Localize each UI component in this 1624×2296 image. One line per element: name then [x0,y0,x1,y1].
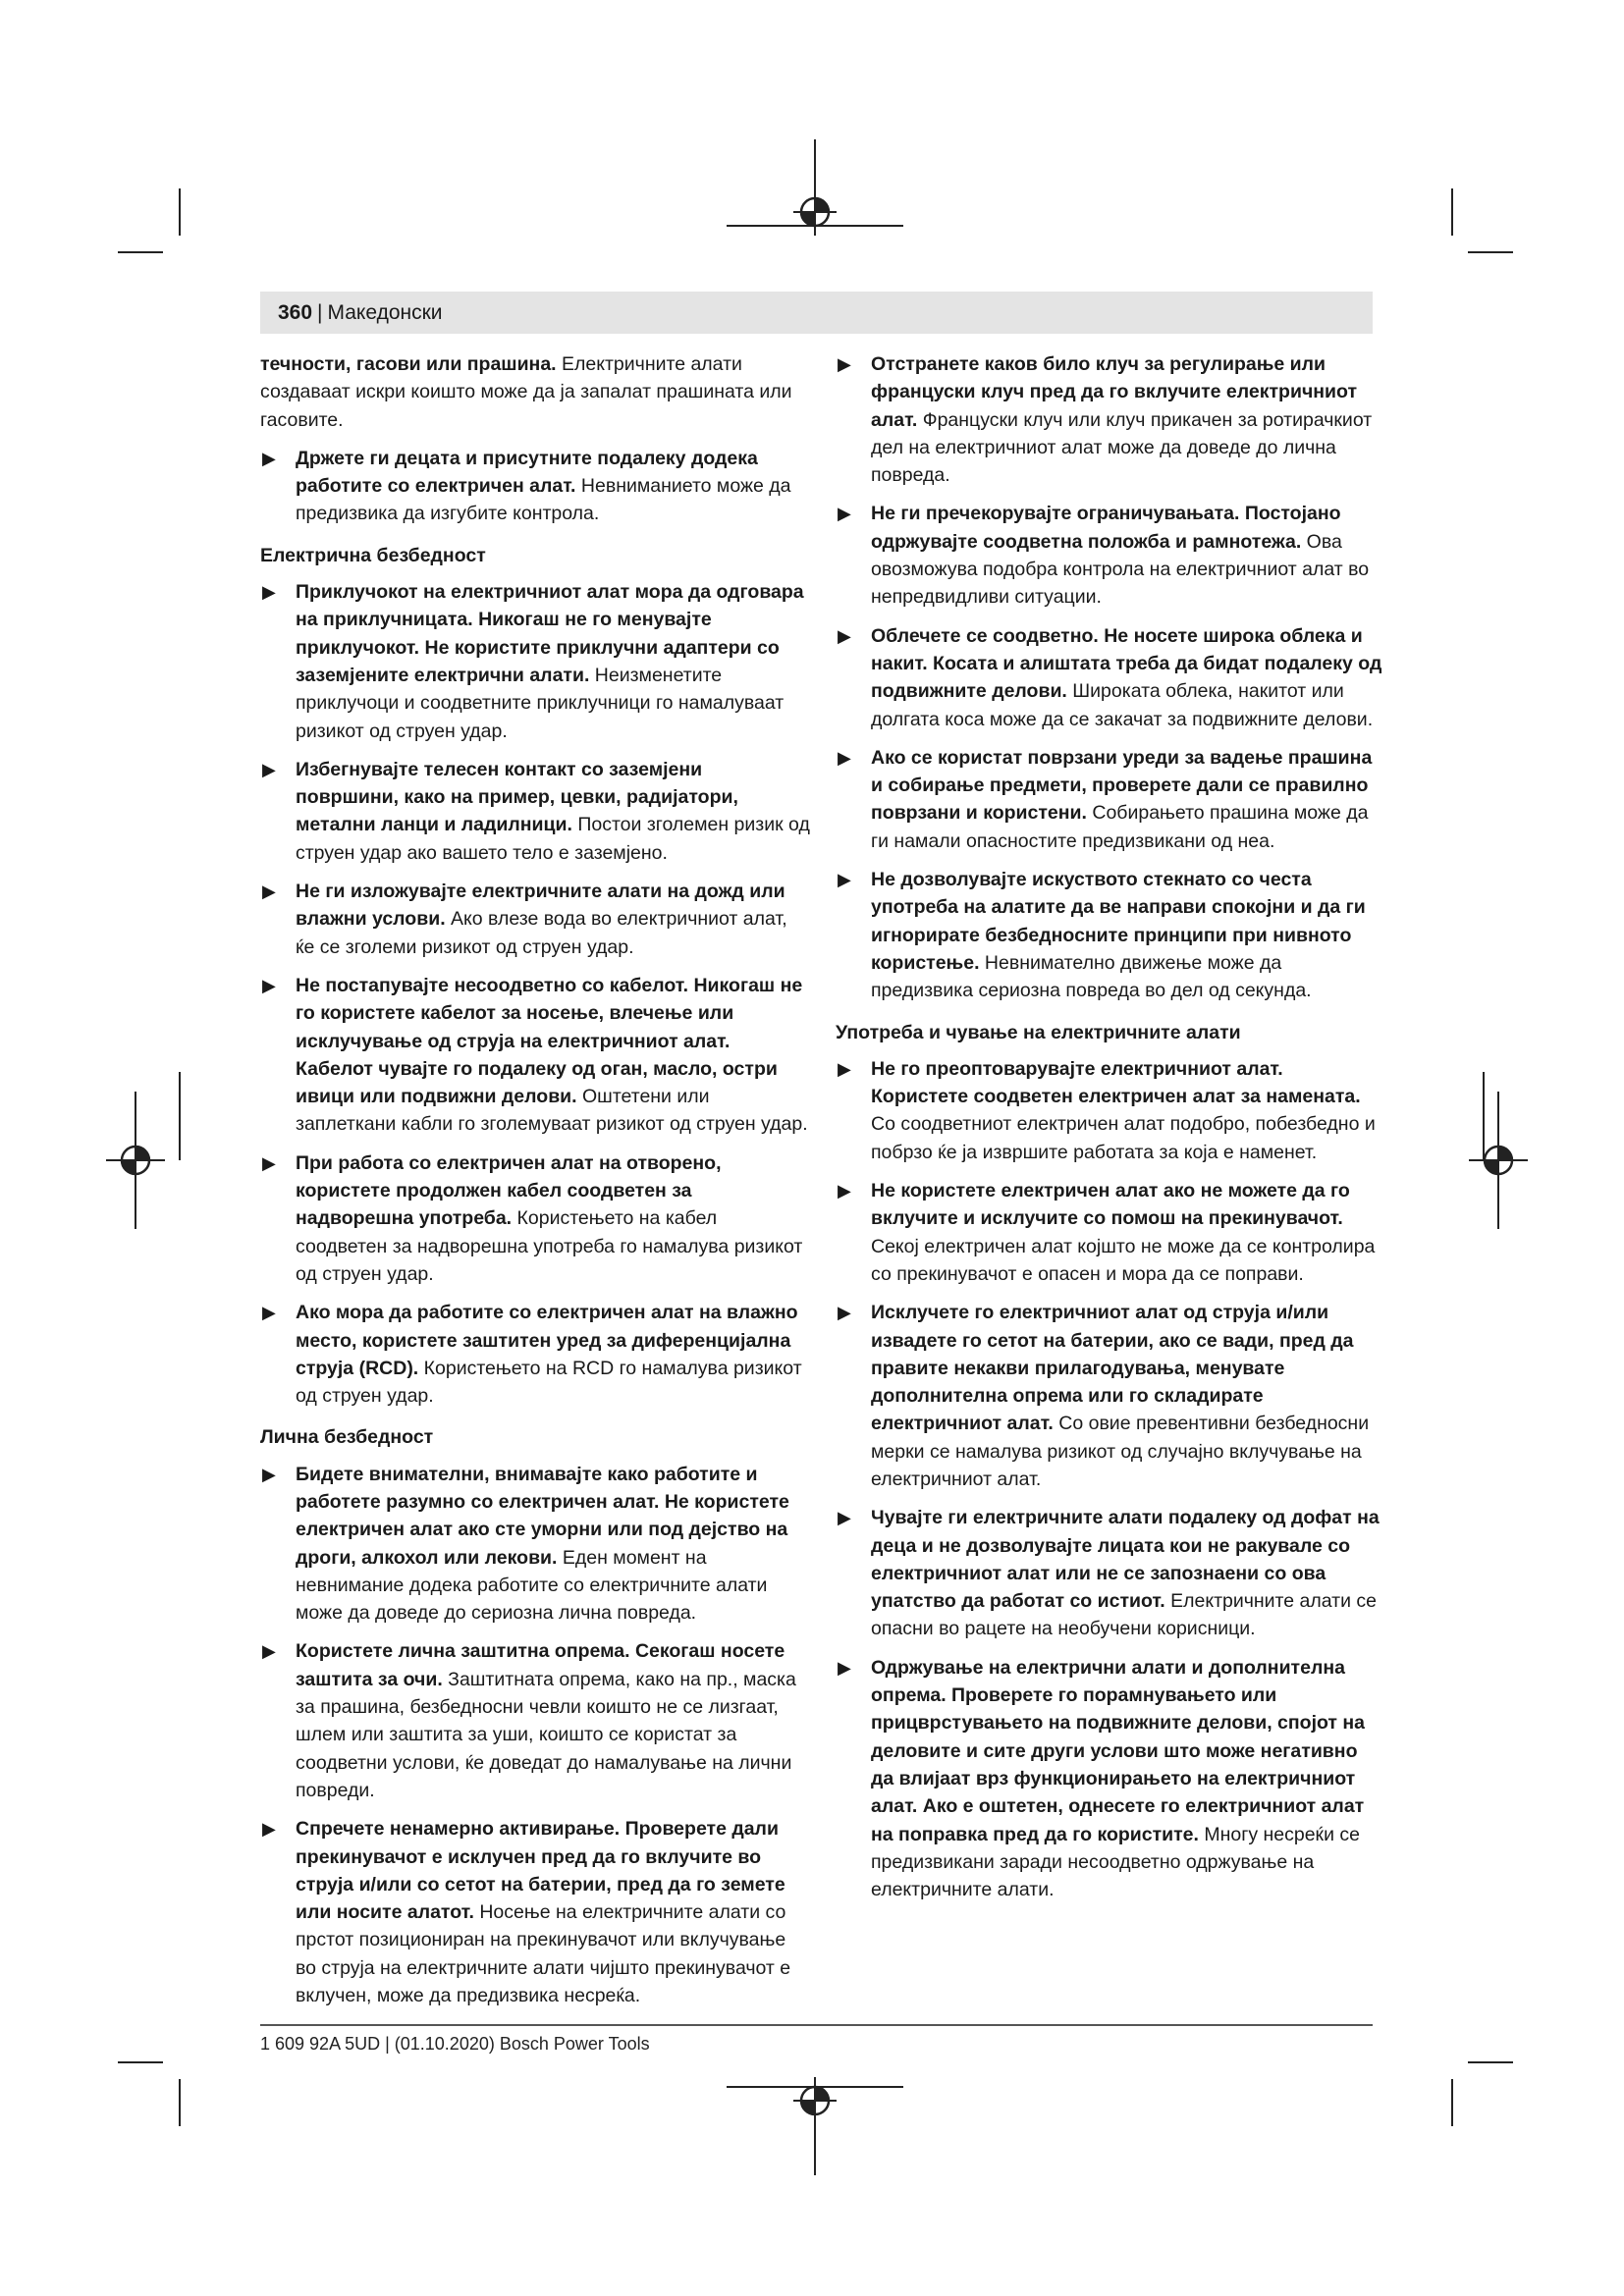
list-item-overreach [836,500,1385,611]
bullet-triangle-icon: ▶ [838,504,851,524]
bullet-triangle-icon: ▶ [838,625,851,646]
bullet-triangle-icon: ▶ [262,582,276,603]
bullet-triangle-icon: ▶ [838,1058,851,1079]
footer-rule [260,2024,1373,2026]
bullet-triangle-icon: ▶ [262,1303,276,1323]
body-text: Со овие превентивни безбедносни мерки се намалува ризикот од случајно вклучување на електричниот алат. [871,1413,1370,1490]
body-text: Неизменетите приклучоци и соодветните приклучници го намалуваат ризикот од струен удар. [296,664,785,742]
bold-lead: Приклучокот на електричниот алат мора да одговара на приклучницата. Никогаш не го менувајте приклучокот. Не користите приклучни адаптери со заземјените електрични алати. [296,581,804,686]
section-heading-personal: Лична безбедност [260,1426,434,1449]
bold-lead: Ако се користат поврзани уреди за вадење прашина и собирање предмети, проверете дали се правилно поврзани и користени. [871,746,1373,825]
right-column [836,350,1385,1914]
body-text: Користењето на кабел соодветен за надворешна употреба го намалува ризикот од струен удар. [296,1207,803,1285]
crop-mark [1468,2061,1513,2063]
bold-lead: Спречете ненамерно активирање. Проверете дали прекинувачот е исклучен пред да го вклучите во струја и/или со сетот на батерии, пред да го земете или носите алатот. [296,1818,785,1924]
bullet-triangle-icon: ▶ [838,1303,851,1323]
bullet-triangle-icon: ▶ [262,1464,276,1484]
registration-mark-right [1469,1092,1528,1229]
crop-mark [179,188,181,236]
page-footer: 1 609 92A 5UD | (01.10.2020) Bosch Power Tools [260,2034,650,2054]
bullet-triangle-icon: ▶ [838,870,851,890]
list-item-cable [260,972,810,1139]
list-item-familiarity [836,866,1385,1004]
bold-lead: Не постапувајте несоодветно со кабелот. Никогаш не го користете кабелот за носење, влечење или исклучување од струја на електричниот алат. Кабелот чувајте го подалеку од оган, масло, остри ивици или подвижни делови. [296,974,803,1108]
body-text: Заштитната опрема, како на пр., маска за прашина, безбедносни чевли коишто не се лизгаат, шлем или заштита за уши, коишто се користат за соодветни услови, ќе доведат до намалување на лични повреди. [296,1668,796,1801]
bold-lead: Не ги пречекорувајте ограничувањата. Постојано одржувајте соодветна положба и рамнотежа. [871,503,1341,553]
body-text: Електричните алати се опасни во рацете на необучени корисници. [871,1590,1378,1640]
body-text: Невнимателно движење може да предизвика сериозна повреда во дел од секунда. [871,951,1312,1002]
left-column [260,350,810,2020]
page-number: 360 [278,300,313,324]
bold-lead: Чувајте ги електричните алати подалеку од дофат на деца и не дозволувајте лицата кои не ракувале со електричниот алат или не се запознаени со ова упатство да работат со истиот. [871,1507,1380,1613]
bullet-triangle-icon: ▶ [262,975,276,995]
bullet-triangle-icon: ▶ [838,1181,851,1201]
crop-mark [1451,188,1453,236]
list-item-alert [260,1461,810,1628]
body-text: Со соодветниот електричен алат подобро, побезбедно и побрзо ќе ја извршите работата за која е наменет. [871,1113,1376,1163]
list-item-outdoor [260,1149,810,1288]
bold-lead: Отстранете каков било клуч за регулирање или француски клуч пред да го вклучите електричниот алат. [871,353,1358,431]
list-item-rcd [260,1299,810,1410]
bold-lead: Одржување на електрични алати и дополнителна опрема. Проверете го порамнувањето или прицврстувањето на подвижните делови, спојот на деловите и сите други услови што може негативно да влијаат врз функционирањето на електричниот алат. Ако е оштетен, однесете го електричниот алат на поправка пред да го користите. [871,1656,1366,1845]
body-text: Електричните алати создаваат искри коишто може да ја запалат прашината или гасовите. [260,353,792,431]
body-text: Собирањето прашина може да ги намали опасностите предизвикани од неа. [871,802,1369,852]
registration-mark-top [727,139,903,236]
list-item-startup [260,1815,810,2009]
list-item-switch [836,1177,1385,1288]
header-separator: | [317,300,323,324]
bold-lead: течности, гасови или прашина. [260,353,557,375]
bullet-triangle-icon: ▶ [262,1641,276,1662]
list-item-key [836,350,1385,489]
list-item-force [836,1055,1385,1166]
list-item-dust [836,744,1385,855]
list-item-ppe [260,1637,810,1804]
bullet-triangle-icon: ▶ [838,1508,851,1528]
crop-mark [1468,251,1513,253]
body-text: Ако влезе вода во електричниот алат, ќе се зголеми ризикот од струен удар. [296,908,787,958]
body-text: Оштетени или заплеткани кабли го зголемуваат ризикот од струен удар. [296,1086,808,1136]
list-item-rain [260,878,810,961]
body-text: Многу несреќи се предизвикани заради несоодветно одржување на електричните алати. [871,1823,1360,1901]
bold-lead: Не ги изложувајте електричните алати на дожд или влажни услови. [296,881,785,931]
bold-lead: Облечете се соодветно. Не носете широка облека и накит. Косата и алиштата треба да бидат подалеку од подвижните делови. [871,624,1382,703]
body-text: Широката облека, накитот или долгата коса може да се закачат за подвижните делови. [871,680,1374,730]
bold-lead: Бидете внимателни, внимавајте како работите и работете разумно со електричен алат. Не користете електричен алат ако сте уморни или под дејство на дроги, алкохол или лекови. [296,1463,789,1569]
bold-lead: Не го преоптоварувајте електричниот алат. Користете соодветен електричен алат за намената. [871,1057,1361,1108]
bullet-triangle-icon: ▶ [262,1819,276,1840]
body-text: Ова овозможува подобра контрола на електричниот алат во непредвидливи ситуации. [871,530,1370,609]
bold-lead: Не користете електричен алат ако не можете да го вклучите и исклучите со помош на прекинувачот. [871,1180,1350,1230]
bullet-triangle-icon: ▶ [838,747,851,768]
body-text: Носење на електричните алати со прстот позициониран на прекинувачот или вклучување во струја на електричните алати чијшто прекинувачот е вклучен, може да предизвика несреќа. [296,1901,791,2007]
body-text: Постои зголемен ризик од струен удар ако вашето тело е заземјено. [296,814,810,864]
bold-lead: Не дозволувајте искуството стекнато со честа употреба на алатите да ве направи спокојни и да ги игнорирате безбедносните принципи при нивното користење. [871,869,1366,974]
list-item-grounded [260,756,810,867]
bullet-triangle-icon: ▶ [262,448,276,468]
list-item-dress [836,622,1385,733]
body-text: Користењето на RCD го намалува ризикот од струен удар. [296,1357,802,1408]
bullet-triangle-icon: ▶ [262,759,276,779]
list-item-plug [260,578,810,745]
body-text: Невниманието може да предизвика да изгубите контрола. [296,475,791,525]
body-text: Секој електричен алат којшто не може да се контролира со прекинувачот е опасен и мора да се поправи. [871,1235,1376,1285]
crop-mark [118,2061,163,2063]
list-item-storage [836,1504,1385,1642]
crop-mark [118,251,163,253]
body-text: Еден момент на невнимание додека работите со електричните алати може да доведе до сериозна лична повреда. [296,1546,768,1625]
crop-mark [179,2079,181,2126]
bold-lead: Избегнувајте телесен контакт со заземјени површини, како на пример, цевки, радијатори, метални ланци и ладилници. [296,758,738,836]
list-item-maintain [836,1654,1385,1904]
list-item-disconnect [836,1299,1385,1493]
bullet-triangle-icon: ▶ [838,1657,851,1678]
section-heading-electrical: Електрична безбедност [260,544,486,566]
list-item-children [260,445,810,528]
registration-mark-bottom [727,2077,903,2175]
bold-lead: Користете лична заштитна опрема. Секогаш носете заштита за очи. [296,1640,785,1690]
continued-paragraph [260,350,810,434]
body-text: Француски клуч или клуч прикачен за ротирачкиот дел на електричниот алат може да доведе до лична повреда. [871,408,1373,487]
bullet-triangle-icon: ▶ [838,354,851,374]
bold-lead: Држете ги децата и присутните подалеку додека работите со електричен алат. [296,447,758,498]
header-language: Македонски [327,300,443,324]
bold-lead: При работа со електричен алат на отворено, користете продолжен кабел соодветен за надворешна употреба. [296,1151,722,1230]
bold-lead: Исклучете го електричниот алат од струја и/или извадете го сетот на батерии, ако се вади, пред да правите некакви прилагодувања, менувате дополнителна опрема или го складирате електричниот алат. [871,1302,1354,1435]
bullet-triangle-icon: ▶ [262,1152,276,1173]
crop-mark [179,1072,181,1160]
bold-lead: Ако мора да работите со електричен алат на влажно место, користете заштитен уред за диференцијална струја (RCD). [296,1302,798,1379]
crop-mark [1451,2079,1453,2126]
registration-mark-left [106,1092,165,1229]
bullet-triangle-icon: ▶ [262,881,276,902]
section-heading-use-care: Употреба и чување на електричните алати [836,1021,1241,1043]
page-header [260,292,1373,334]
